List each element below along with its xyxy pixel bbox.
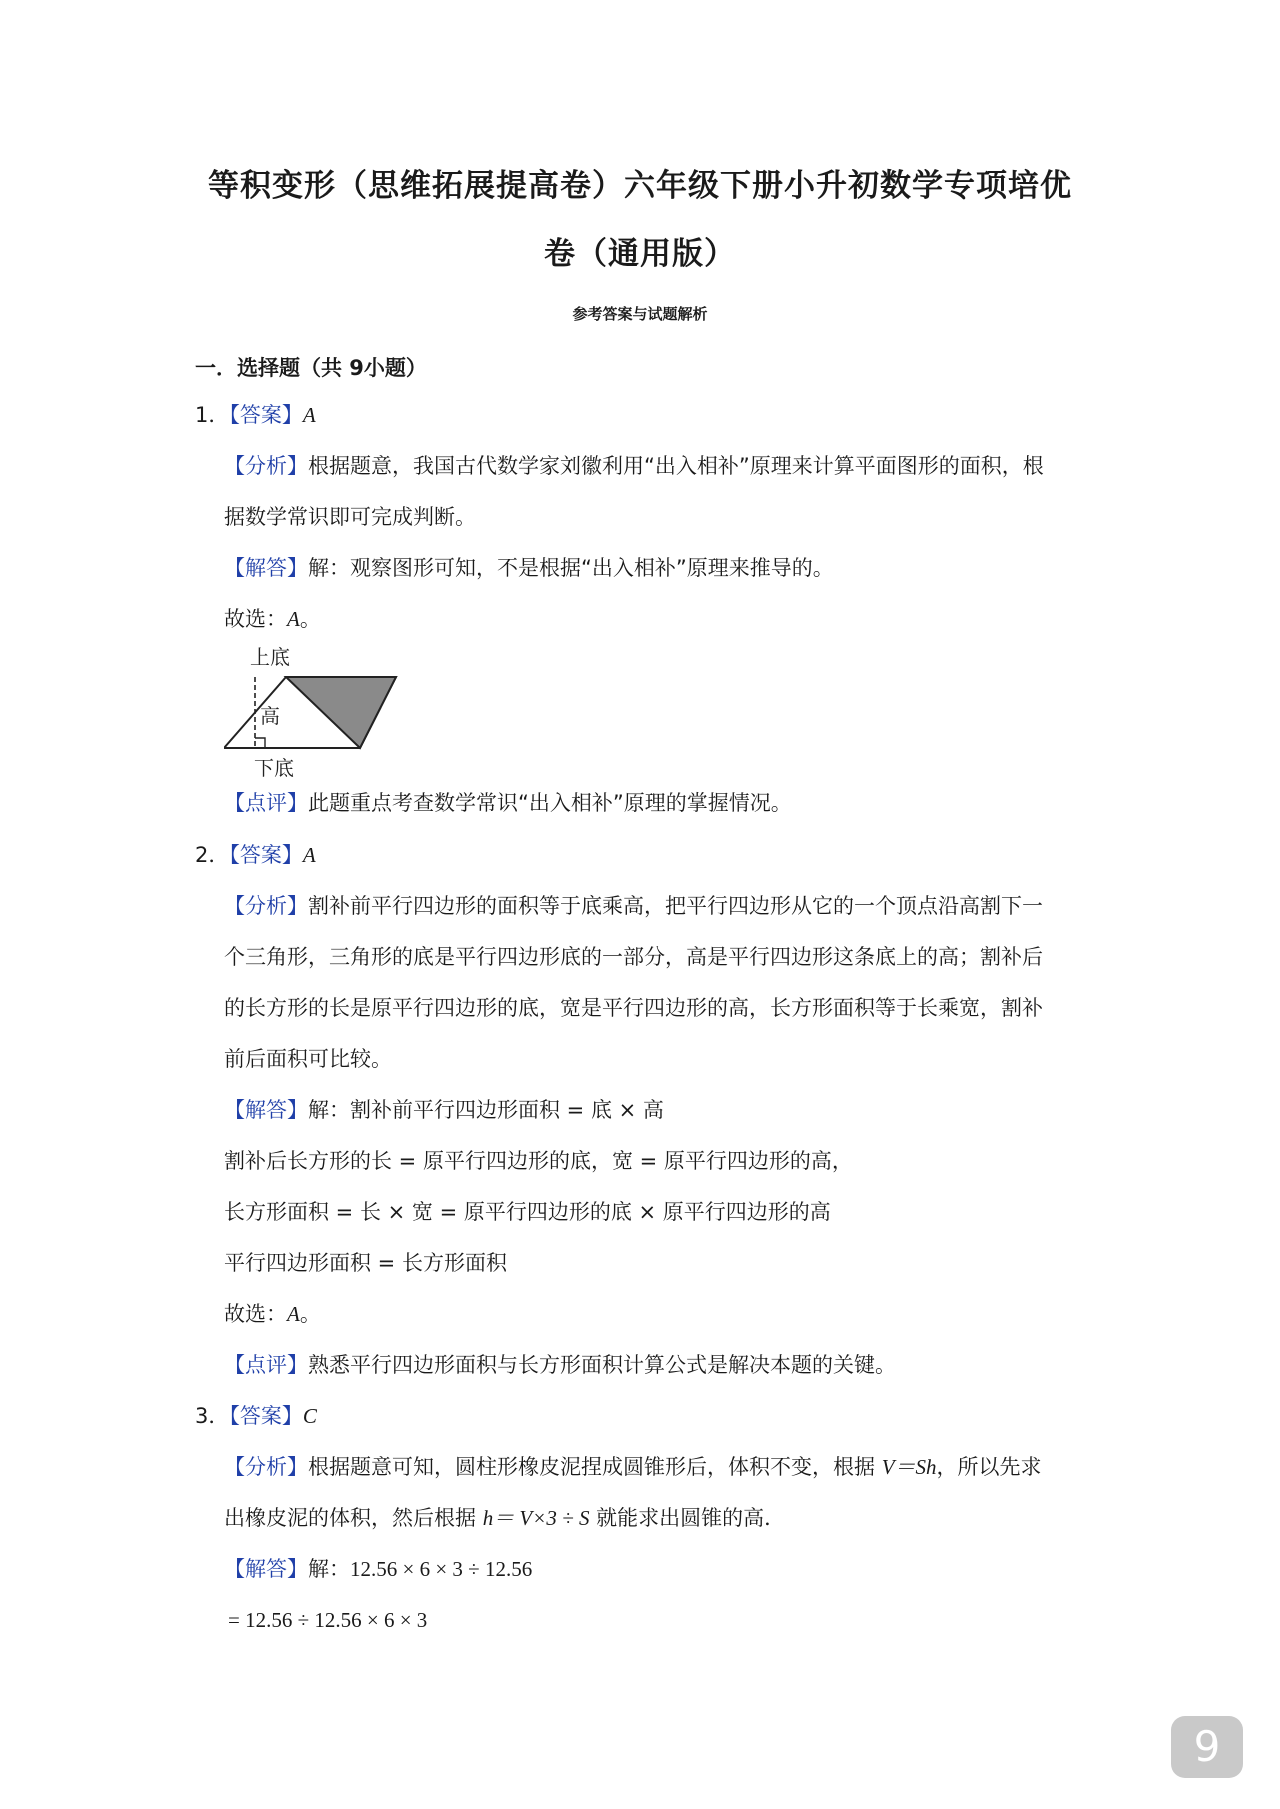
shaded-triangle xyxy=(286,677,396,748)
q2-analysis-text1: 割补前平行四边形的面积等于底乘高，把平行四边形从它的一个顶点沿高割下一 xyxy=(308,894,1043,918)
q2-solution-line4 xyxy=(224,1248,507,1278)
q1-comment-line xyxy=(224,788,792,818)
q2-solution-line1 xyxy=(224,1095,664,1125)
q2-solution-text4: 平行四边形面积 = 长方形面积 xyxy=(224,1251,507,1275)
document-title-line2: 卷（通用版） xyxy=(544,236,736,272)
section-heading: 一．选择题（共 9小题） xyxy=(195,356,427,380)
q2-analysis-line3 xyxy=(224,993,1043,1023)
solution-tag: 【解答】 xyxy=(224,1557,308,1581)
q1-comment-text: 此题重点考查数学常识“出入相补”原理的掌握情况。 xyxy=(308,791,792,815)
q2-answer-value: A xyxy=(302,843,316,867)
q1-solution-text: 解：观察图形可知，不是根据“出入相补”原理来推导的。 xyxy=(308,556,834,580)
document-title-line1: 等积变形（思维拓展提高卷）六年级下册小升初数学专项培优 xyxy=(208,168,1072,204)
q1-choice-suffix: 。 xyxy=(299,607,321,631)
q3-solution-expr1: 12.56 × 6 × 3 ÷ 12.56 xyxy=(350,1557,533,1581)
q2-solution-text1: 解：割补前平行四边形面积 = 底 × 高 xyxy=(308,1098,664,1122)
q1-answer-line xyxy=(195,400,316,430)
q1-choice-line xyxy=(224,604,321,634)
height-label: 高 xyxy=(260,706,280,728)
q2-solution-text2: 割补后长方形的长 = 原平行四边形的底，宽 = 原平行四边形的高， xyxy=(224,1149,853,1173)
q2-number: 2． xyxy=(195,843,230,867)
q1-answer-value: A xyxy=(302,403,316,427)
q2-analysis-text4: 前后面积可比较。 xyxy=(224,1047,392,1071)
q2-answer-line xyxy=(195,840,316,870)
q3-answer-value: C xyxy=(302,1404,317,1428)
analysis-tag: 【分析】 xyxy=(224,454,308,478)
bottom-base-label: 下底 xyxy=(254,758,294,780)
right-angle-mark xyxy=(255,738,265,748)
q2-analysis-line1 xyxy=(224,891,1043,921)
solution-tag: 【解答】 xyxy=(224,1098,308,1122)
q2-analysis-line4 xyxy=(224,1044,392,1074)
answer-tag: 【答案】 xyxy=(229,1404,303,1428)
q3-height-formula: h＝ V×3 ÷ S xyxy=(482,1506,590,1530)
answer-tag: 【答案】 xyxy=(229,403,303,427)
q1-analysis-line1 xyxy=(224,451,1044,481)
answer-tag: 【答案】 xyxy=(229,843,303,867)
q1-solution-line xyxy=(224,553,834,583)
q3-analysis-line2 xyxy=(224,1503,785,1533)
q3-volume-formula: V＝Sh xyxy=(881,1455,937,1479)
q3-solution-line1 xyxy=(224,1554,532,1584)
q3-analysis-text2a: 出橡皮泥的体积，然后根据 xyxy=(224,1506,483,1530)
q2-solution-line2 xyxy=(224,1146,853,1176)
q3-analysis-text1b: ，所以先求 xyxy=(936,1455,1042,1479)
q1-choice-prefix: 故选： xyxy=(224,607,287,631)
q2-choice-prefix: 故选： xyxy=(224,1302,287,1326)
q2-comment-text: 熟悉平行四边形面积与长方形面积计算公式是解决本题的关键。 xyxy=(308,1353,896,1377)
q2-analysis-text3: 的长方形的长是原平行四边形的底，宽是平行四边形的高，长方形面积等于长乘宽，割补 xyxy=(224,996,1043,1020)
q3-solution-line2: = 12.56 ÷ 12.56 × 6 × 3 xyxy=(228,1608,428,1632)
analysis-tag: 【分析】 xyxy=(224,894,308,918)
comment-tag: 【点评】 xyxy=(224,1353,308,1377)
q1-analysis-text1: 根据题意，我国古代数学家刘徽利用“出入相补”原理来计算平面图形的面积，根 xyxy=(308,454,1044,478)
q2-comment-line xyxy=(224,1350,896,1380)
q3-analysis-line1 xyxy=(224,1452,1042,1482)
q2-solution-line3 xyxy=(224,1197,831,1227)
solution-tag: 【解答】 xyxy=(224,556,308,580)
q3-analysis-text1a: 根据题意可知，圆柱形橡皮泥捏成圆锥形后，体积不变，根据 xyxy=(308,1455,882,1479)
top-base-label: 上底 xyxy=(250,647,290,669)
q1-number: 1． xyxy=(195,403,230,427)
trapezoid-figure xyxy=(224,645,404,784)
q2-analysis-line2 xyxy=(224,942,1043,972)
q1-choice-value: A xyxy=(287,607,300,631)
q2-analysis-text2: 个三角形，三角形的底是平行四边形底的一部分，高是平行四边形这条底上的高；割补后 xyxy=(224,945,1043,969)
q3-answer-line xyxy=(195,1401,317,1431)
comment-tag: 【点评】 xyxy=(224,791,308,815)
q1-analysis-text2: 据数学常识即可完成判断。 xyxy=(224,505,476,529)
q2-choice-value: A xyxy=(287,1302,300,1326)
q3-solution-prefix: 解： xyxy=(308,1557,350,1581)
q1-analysis-line2 xyxy=(224,502,476,532)
q2-solution-text3: 长方形面积 = 长 × 宽 = 原平行四边形的底 × 原平行四边形的高 xyxy=(224,1200,831,1224)
document-subtitle: 参考答案与试题解析 xyxy=(572,305,708,323)
q2-choice-suffix: 。 xyxy=(299,1302,321,1326)
q3-number: 3． xyxy=(195,1404,230,1428)
q3-analysis-text2b: 就能求出圆锥的高． xyxy=(589,1506,786,1530)
analysis-tag: 【分析】 xyxy=(224,1455,308,1479)
q2-choice-line xyxy=(224,1299,321,1329)
page-number-badge: 9 xyxy=(1171,1716,1243,1778)
